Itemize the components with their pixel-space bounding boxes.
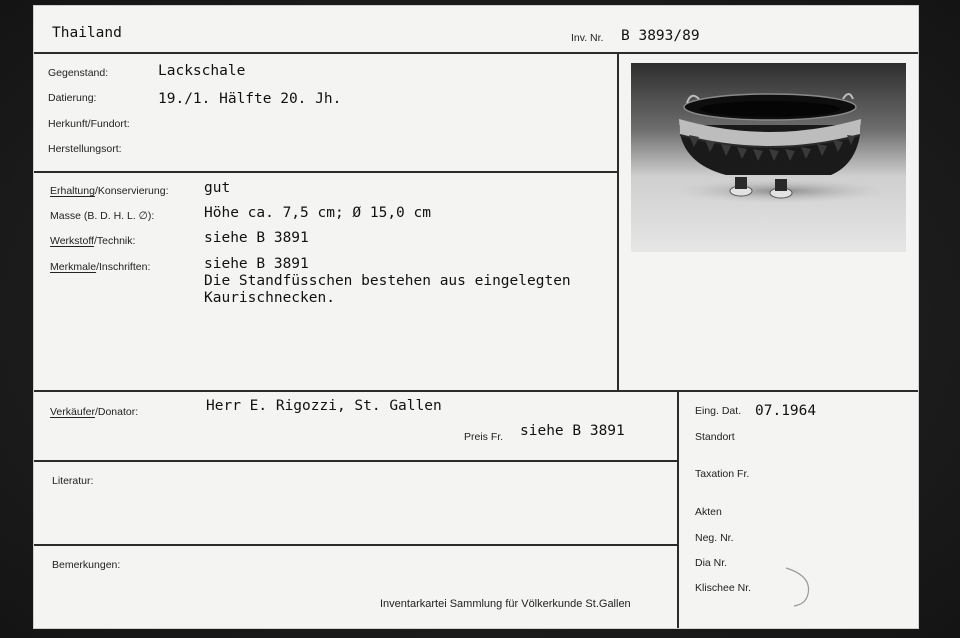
inv-nr-value: B 3893/89 [621, 28, 700, 44]
lacquer-bowl-photo [631, 63, 906, 252]
rule-literatur [34, 544, 678, 546]
erhaltung-label-rest: /Konservierung: [94, 185, 169, 197]
verkaeufer-label [50, 406, 138, 418]
country: Thailand [52, 25, 122, 41]
rule-object [34, 171, 618, 173]
neg-nr-label: Neg. Nr. [695, 532, 734, 544]
rule-header [34, 52, 918, 54]
rule-seller [34, 460, 678, 462]
merkmale-label-rest: /Inschriften: [96, 261, 151, 273]
merkmale-value: siehe B 3891 Die Standfüsschen bestehen aus eingelegten Kaurischnecken. [204, 256, 571, 306]
pencil-mark [782, 566, 814, 608]
erhaltung-label [50, 185, 169, 197]
erhaltung-value: gut [204, 180, 231, 196]
preis-value: siehe B 3891 [520, 423, 625, 439]
taxation-label: Taxation Fr. [695, 468, 750, 480]
object-photo [631, 63, 906, 252]
merkmale-label [50, 261, 150, 273]
masse-label: Masse (B. D. H. L. ∅): [50, 210, 155, 222]
rule-photo-divider [617, 52, 619, 392]
merkmale-label-underlined: Merkmale [50, 261, 97, 273]
preis-label: Preis Fr. [464, 431, 504, 443]
literatur-label: Literatur: [52, 475, 94, 487]
verkaeufer-label-rest: /Donator: [94, 406, 139, 418]
gegenstand-value: Lackschale [158, 63, 246, 79]
werkstoff-label [50, 235, 135, 247]
klischee-nr-label: Klischee Nr. [695, 582, 752, 594]
eing-dat-value: 07.1964 [755, 403, 817, 419]
werkstoff-value: siehe B 3891 [204, 230, 309, 246]
inv-nr-label: Inv. Nr. [571, 32, 604, 44]
rule-details [34, 390, 918, 392]
datierung-label: Datierung: [48, 92, 97, 104]
werkstoff-label-underlined: Werkstoff [50, 235, 94, 247]
bemerkungen-label: Bemerkungen: [52, 559, 121, 571]
erhaltung-label-underlined: Erhaltung [50, 185, 95, 197]
akten-label: Akten [695, 506, 722, 518]
herstellungsort-label: Herstellungsort: [48, 143, 122, 155]
werkstoff-label-rest: /Technik: [93, 235, 136, 247]
standort-label: Standort [695, 431, 735, 443]
dia-nr-label: Dia Nr. [695, 557, 728, 569]
eing-dat-label: Eing. Dat. [695, 405, 742, 417]
masse-value: Höhe ca. 7,5 cm; Ø 15,0 cm [204, 205, 431, 221]
datierung-value: 19./1. Hälfte 20. Jh. [158, 91, 342, 107]
gegenstand-label: Gegenstand: [48, 67, 109, 79]
verkaeufer-value: Herr E. Rigozzi, St. Gallen [206, 398, 442, 414]
herkunft-label: Herkunft/Fundort: [48, 118, 130, 130]
rule-side-divider [677, 390, 679, 628]
verkaeufer-label-underlined: Verkäufer [50, 406, 95, 418]
footer-text: Inventarkartei Sammlung für Völkerkunde St.Gallen [380, 598, 631, 610]
